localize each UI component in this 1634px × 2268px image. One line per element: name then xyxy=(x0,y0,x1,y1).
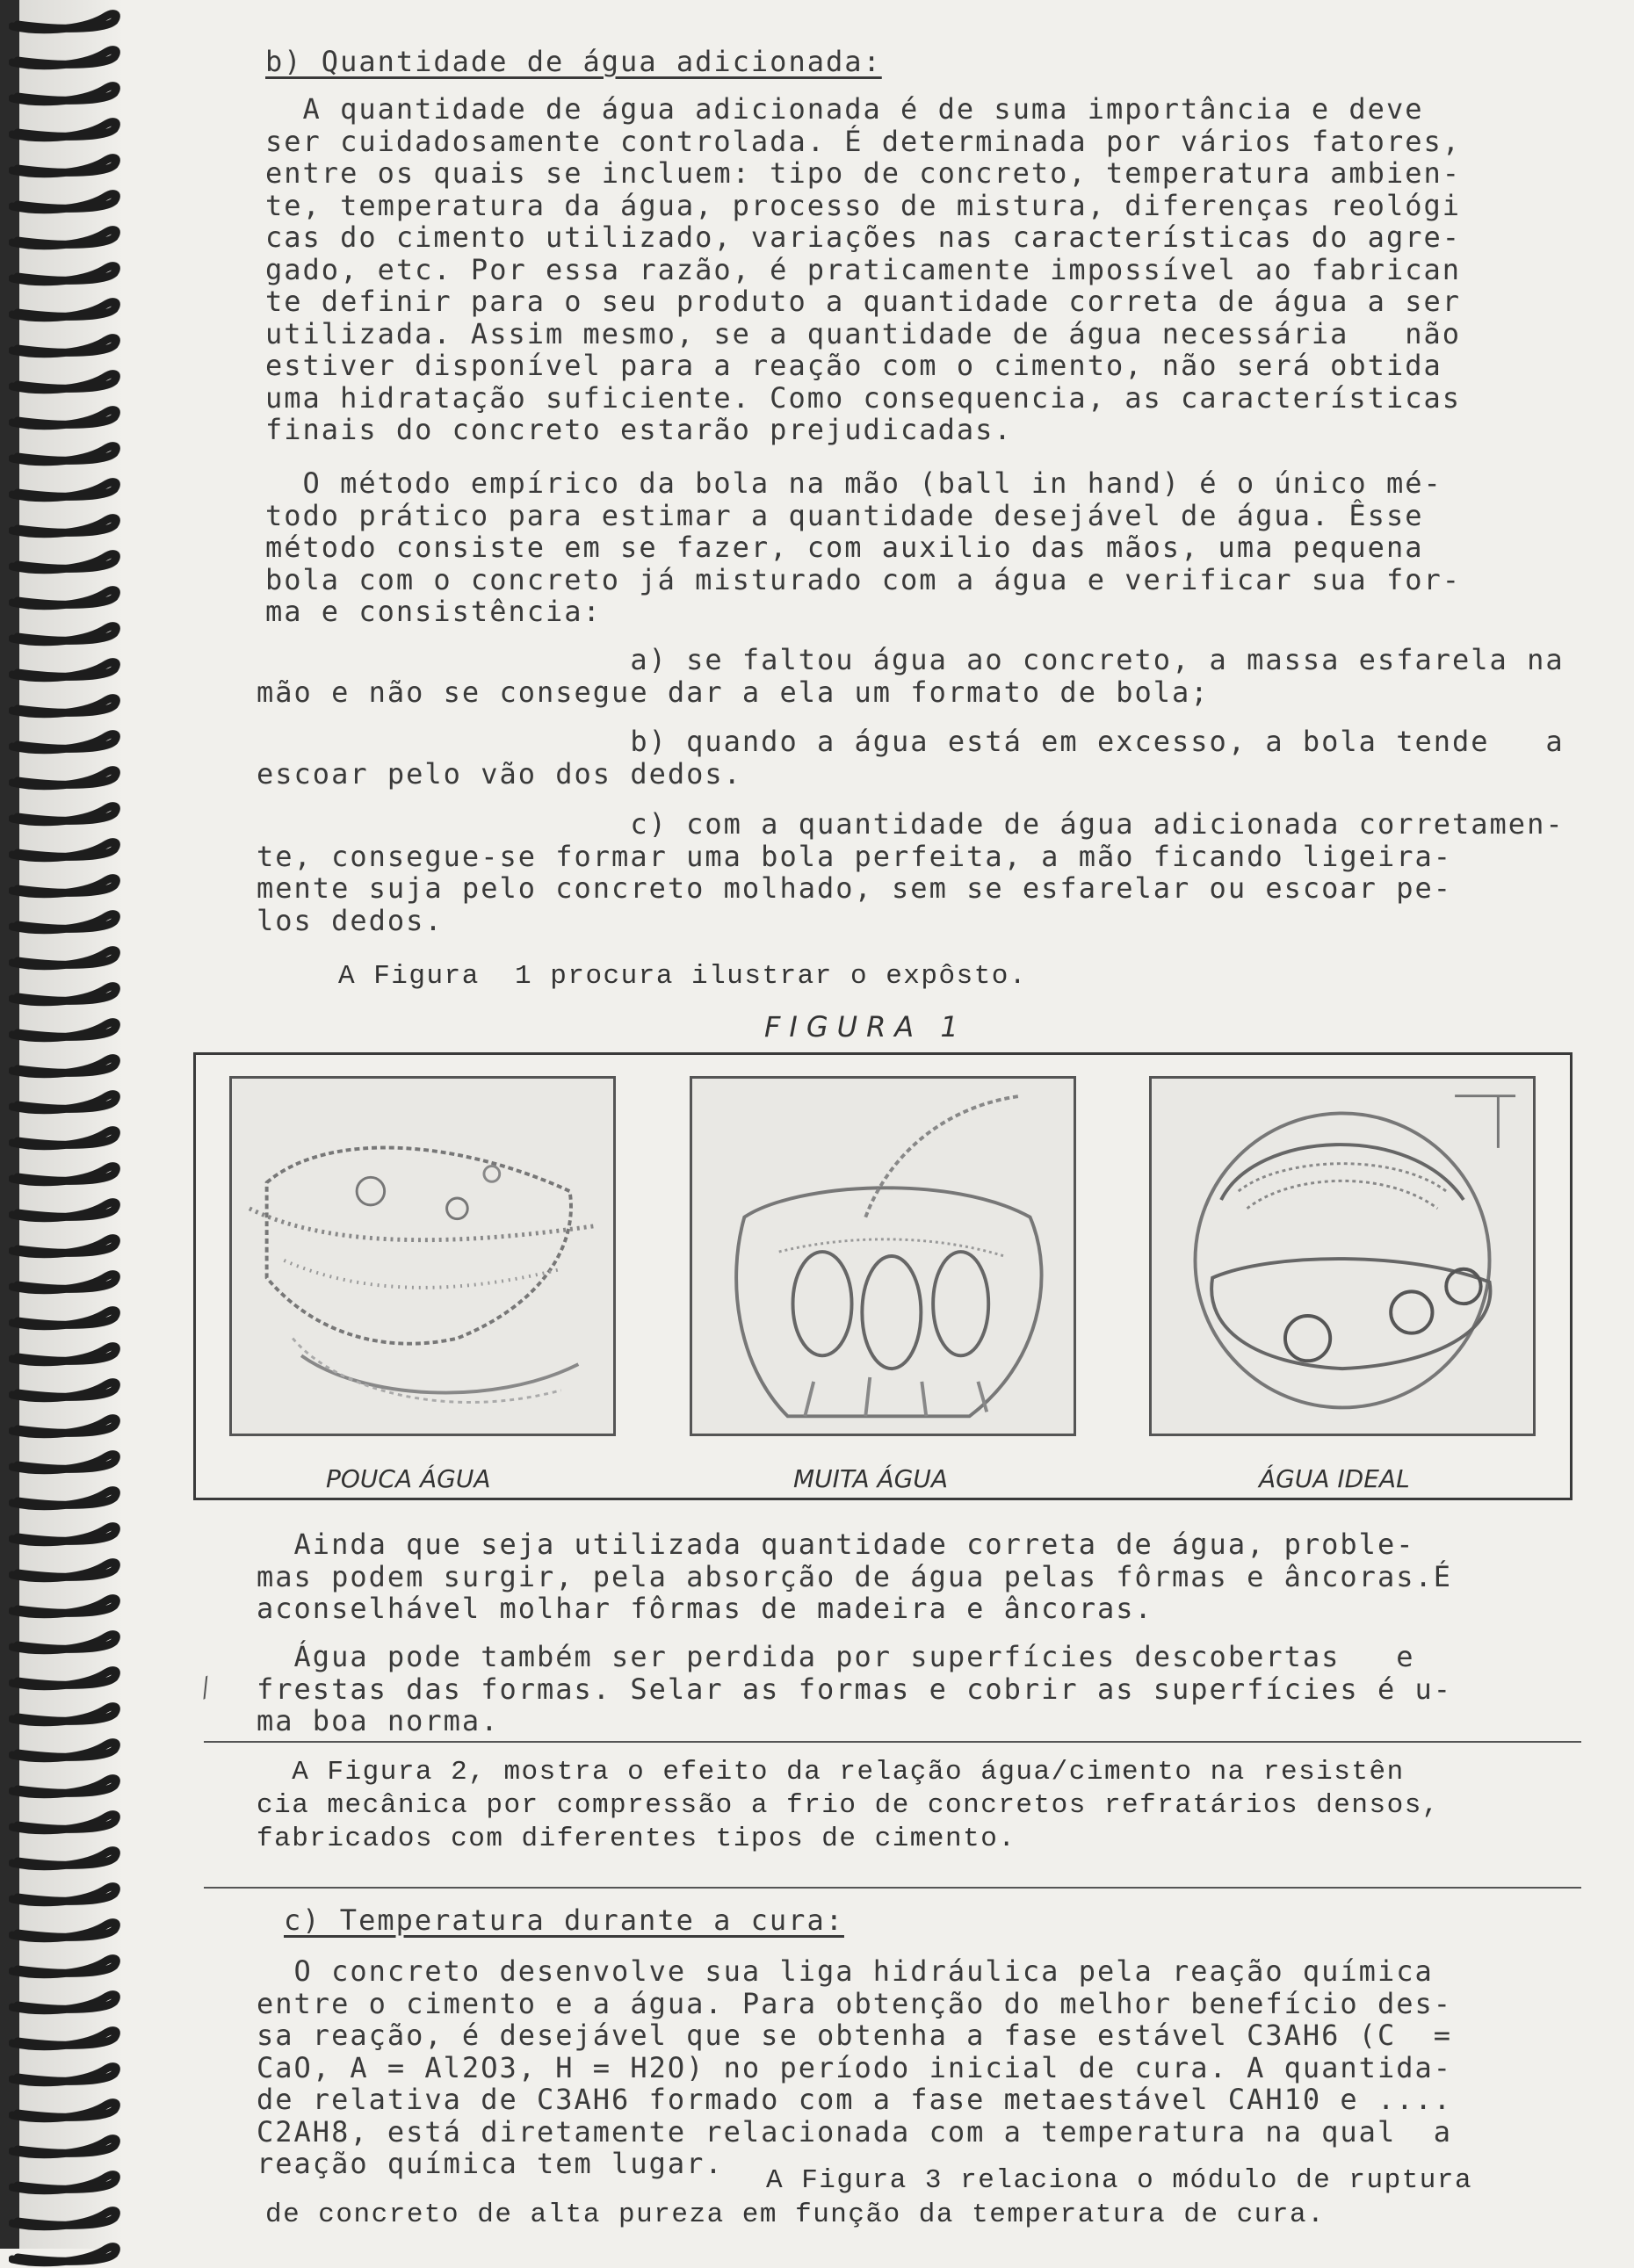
binding-coil xyxy=(9,437,123,467)
runny-concrete-hand-image xyxy=(692,1079,1074,1434)
text-line: frestas das formas. Selar as formas e cobrir as superfícies é u- xyxy=(257,1672,1452,1706)
binding-coil xyxy=(9,149,123,179)
text-line: sa reação, é desejável que se obtenha a fase estável C3AH6 (C = xyxy=(257,2019,1452,2052)
text-line: mão e não se consegue dar a ela um formato de bola; xyxy=(257,675,1210,709)
binding-coil xyxy=(9,1986,123,2016)
binding-coil xyxy=(9,1266,123,1296)
binding-coil xyxy=(9,1230,123,1260)
caption-agua-ideal: ÁGUA IDEAL xyxy=(1259,1464,1410,1493)
binding-coil xyxy=(9,1446,123,1476)
text-line: ser cuidadosamente controlada. É determinada por vários fatores, xyxy=(265,124,1461,158)
binding-coil xyxy=(9,5,123,35)
section-c-last-line: de concreto de alta pureza em função da temperatura de cura. xyxy=(265,2199,1326,2230)
text-line: reação química tem lugar. xyxy=(257,2147,724,2180)
figure-3-reference: A Figura 3 relaciona o módulo de ruptura xyxy=(766,2165,1473,2196)
binding-coil xyxy=(9,2130,123,2160)
text-line: cas do cimento utilizado, variações nas características do agre- xyxy=(265,220,1461,254)
text-line: aconselhável molhar fôrmas de madeira e âncoras. xyxy=(257,1592,1153,1625)
text-line: te, consegue-se formar uma bola perfeita, a mão ficando ligeira- xyxy=(257,839,1452,873)
binding-coil xyxy=(9,618,123,647)
binding-coil xyxy=(9,1950,123,1980)
binding-coil xyxy=(9,942,123,971)
horizontal-rule-1 xyxy=(204,1741,1581,1743)
binding-coil xyxy=(9,1914,123,1944)
binding-coil xyxy=(9,978,123,1008)
binding-coil xyxy=(9,870,123,899)
text-line: entre os quais se incluem: tipo de concreto, temperatura ambien- xyxy=(265,156,1461,190)
binding-coil xyxy=(9,1878,123,1908)
text-line: de relativa de C3AH6 formado com a fase metaestável CAH10 e .... xyxy=(257,2083,1452,2116)
text-line: escoar pelo vão dos dedos. xyxy=(257,756,742,791)
section-b-heading: b) Quantidade de água adicionada: xyxy=(265,45,882,78)
binding-coil xyxy=(9,2094,123,2124)
binding-coil xyxy=(9,185,123,215)
binding-coil xyxy=(9,113,123,143)
text-line: estiver disponível para a reação com o cimento, não será obtida xyxy=(265,349,1442,382)
binding-coil xyxy=(9,293,123,323)
figure-panel-muita-agua xyxy=(690,1076,1076,1436)
spiral-binding xyxy=(0,0,123,2249)
binding-coil xyxy=(9,2202,123,2232)
binding-coil xyxy=(9,1086,123,1116)
binding-coil xyxy=(9,798,123,827)
binding-coil xyxy=(9,473,123,503)
binding-coil xyxy=(9,401,123,431)
binding-coil xyxy=(9,329,123,359)
figure-1-frame xyxy=(193,1052,1573,1500)
ideal-concrete-ball-image xyxy=(1152,1079,1533,1434)
binding-coil xyxy=(9,1122,123,1152)
text-line: C2AH8, está diretamente relacionada com a temperatura na qual a xyxy=(257,2114,1452,2149)
text-line: O concreto desenvolve sua liga hidráulica pela reação química xyxy=(257,1954,1434,1988)
binding-coil xyxy=(9,257,123,287)
text-line: A Figura 2, mostra o efeito da relação água/cimento na resistên xyxy=(257,1757,1405,1788)
binding-coil xyxy=(9,509,123,539)
binding-coil xyxy=(9,545,123,575)
figure-panel-pouca-agua xyxy=(229,1076,616,1436)
binding-coil xyxy=(9,1554,123,1584)
binding-coil xyxy=(9,1410,123,1440)
text-line: te, temperatura da água, processo de mistura, diferenças reológi xyxy=(265,188,1461,222)
text-line: A quantidade de água adicionada é de suma importância e deve xyxy=(265,92,1424,126)
binding-coil xyxy=(9,2058,123,2088)
binding-coil xyxy=(9,726,123,755)
figure-1-title: FIGURA 1 xyxy=(764,1010,967,1044)
binding-coil xyxy=(9,1050,123,1080)
caption-muita-agua: MUITA ÁGUA xyxy=(793,1464,948,1493)
binding-coil xyxy=(9,1842,123,1872)
binding-coil xyxy=(9,1374,123,1404)
text-line: utilizada. Assim mesmo, se a quantidade de água necessária não xyxy=(265,316,1461,350)
text-line: te definir para o seu produto a quantidade correta de água a ser xyxy=(265,285,1461,318)
binding-coil xyxy=(9,1734,123,1764)
figure-panel-agua-ideal xyxy=(1149,1076,1536,1436)
text-line: Ainda que seja utilizada quantidade correta de água, proble- xyxy=(257,1528,1415,1561)
document-page xyxy=(123,0,1634,2249)
text-line: todo prático para estimar a quantidade desejável de água. Êsse xyxy=(265,498,1424,532)
binding-coil xyxy=(9,1626,123,1656)
binding-coil xyxy=(9,221,123,251)
text-line: los dedos. xyxy=(257,903,444,937)
binding-coil xyxy=(9,581,123,611)
text-line: Água pode também ser perdida por superfícies descobertas e xyxy=(257,1640,1415,1673)
text-line: ma e consistência: xyxy=(265,595,602,628)
binding-coil xyxy=(9,2022,123,2052)
binding-coil xyxy=(9,690,123,719)
crumbly-concrete-hand-image xyxy=(232,1079,613,1434)
text-line: finais do concreto estarão prejudicadas. xyxy=(265,413,1013,446)
horizontal-rule-2 xyxy=(204,1887,1581,1889)
text-line: fabricados com diferentes tipos de cimento. xyxy=(257,1824,1016,1854)
binding-coil xyxy=(9,1158,123,1188)
text-line: b) quando a água está em excesso, a bola tende a xyxy=(257,725,1565,758)
text-line: uma hidratação suficiente. Como consequencia, as características xyxy=(265,380,1461,415)
caption-pouca-agua: POUCA ÁGUA xyxy=(326,1464,491,1493)
binding-coil xyxy=(9,1590,123,1620)
binding-coil xyxy=(9,1338,123,1368)
text-line: mente suja pelo concreto molhado, sem se esfarelar ou escoar pe- xyxy=(257,871,1452,905)
binding-coil xyxy=(9,77,123,107)
binding-coil xyxy=(9,906,123,935)
binding-coil xyxy=(9,834,123,863)
binding-coil xyxy=(9,762,123,791)
text-line: CaO, A = Al2O3, H = H2O) no período inicial de cura. A quantida- xyxy=(257,2050,1452,2084)
binding-coil xyxy=(9,2238,123,2268)
binding-coil xyxy=(9,1014,123,1044)
binding-coil xyxy=(9,1482,123,1512)
binding-coil xyxy=(9,1302,123,1332)
text-line: bola com o concreto já misturado com a água e verificar sua for- xyxy=(265,562,1461,596)
text-line: gado, etc. Por essa razão, é praticamente impossível ao fabrican xyxy=(265,252,1461,286)
text-line: método consiste em se fazer, com auxilio das mãos, uma pequena xyxy=(265,531,1424,564)
margin-tick-mark: ⁄ xyxy=(197,1673,215,1704)
binding-coil xyxy=(9,1518,123,1548)
binding-coil xyxy=(9,1698,123,1728)
text-line: cia mecânica por compressão a frio de concretos refratários densos, xyxy=(257,1790,1440,1821)
binding-coil xyxy=(9,1662,123,1692)
text-line: a) se faltou água ao concreto, a massa esfarela na xyxy=(257,643,1565,676)
binding-coil xyxy=(9,365,123,395)
binding-coil xyxy=(9,1806,123,1836)
text-line: ma boa norma. xyxy=(257,1704,500,1737)
text-line: entre o cimento e a água. Para obtenção do melhor benefício des- xyxy=(257,1986,1452,2020)
binding-coil xyxy=(9,41,123,71)
text-line: O método empírico da bola na mão (ball in hand) é o único mé- xyxy=(265,466,1442,500)
section-c-heading: c) Temperatura durante a cura: xyxy=(284,1903,844,1937)
binding-coil xyxy=(9,1770,123,1800)
text-line: mas podem surgir, pela absorção de água pelas fôrmas e âncoras.É xyxy=(257,1559,1452,1593)
text-line: c) com a quantidade de água adicionada corretamen- xyxy=(257,807,1565,841)
binding-coil xyxy=(9,654,123,683)
binding-coil xyxy=(9,2166,123,2196)
figure-1-reference: A Figura 1 procura ilustrar o expôsto. xyxy=(338,961,1028,992)
binding-coil xyxy=(9,1194,123,1224)
